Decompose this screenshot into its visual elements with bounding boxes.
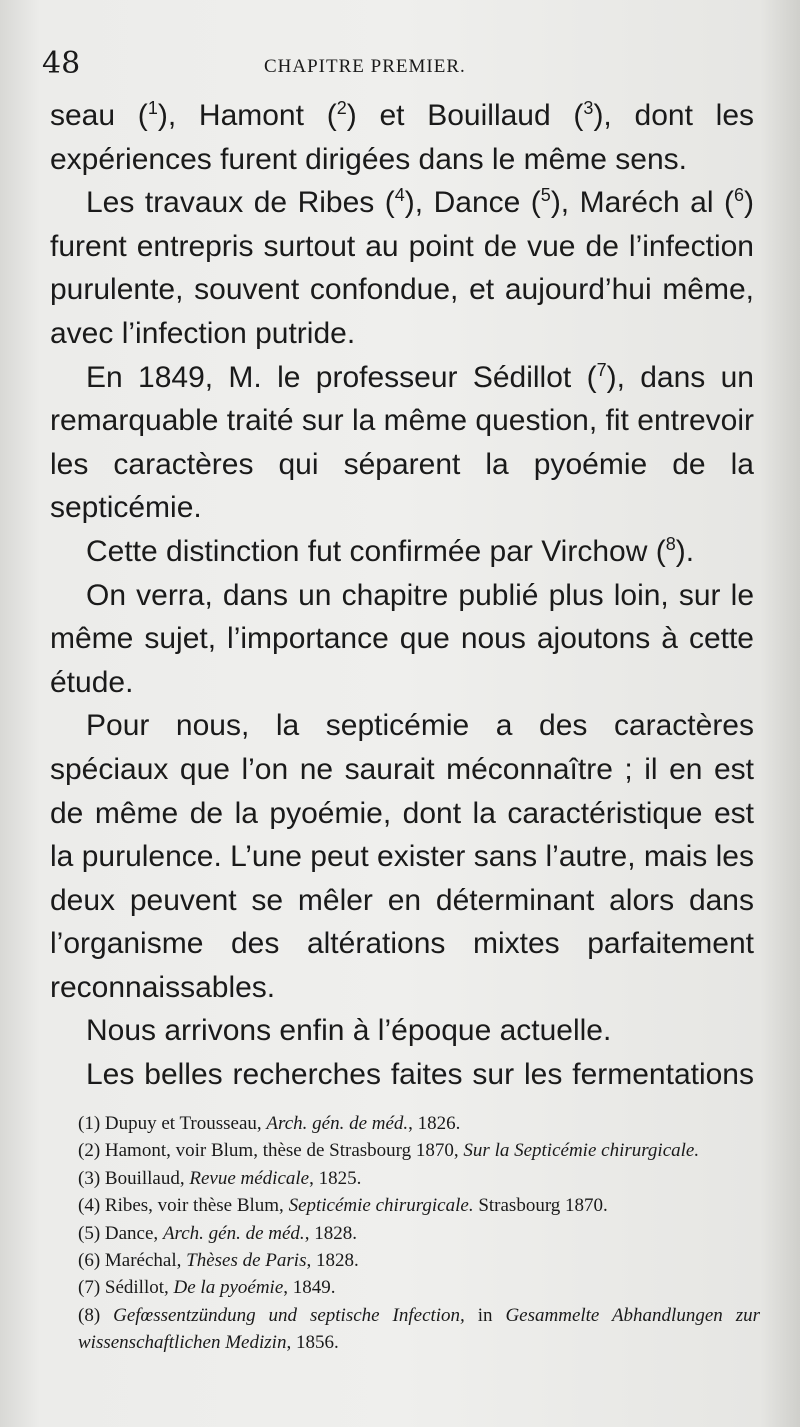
paragraph-2: Les travaux de Ribes ($^4$), Dance ($^5$), Maréch al ($^6$) furent entrepris surtout au point de vue de l’infection purulente, souvent confondue, et aujourd’hui même, avec l’infection putride. [50,185,754,350]
paragraph-4: Cette distinction fut confirmée par Virchow ($^8$). [86,533,695,568]
paragraph-7: Nous arrivons enfin à l’époque actuelle. [86,1014,612,1048]
paragraph-6: Pour nous, la septicémie a des caractères spéciaux que l’on ne saurait méconnaître ; il en est de même de la pyoémie, dont la caractéristique est la purulence. L’une peut exister sans l’autre, mais les deux peuvent se mêler en déterminant alors dans l’organisme des altérations mixtes parfaitement reconnaissables. [50,709,754,1004]
footnote-5: (5) Dance, Arch. gén. de méd., 1828. [78,1222,357,1244]
footnotes [78,1110,760,1357]
running-head: CHAPITRE PREMIER. [264,56,466,77]
paragraph-3: En 1849, M. le professeur Sédillot ($^7$), dans un remarquable traité sur la même question, fit entrevoir les caractères qui séparent la pyoémie de la septicémie. [50,359,754,525]
footnote-7: (7) Sédillot, De la pyoémie, 1849. [78,1277,336,1299]
paragraph-8: Les belles recherches faites sur les fermentations [86,1058,754,1092]
footnote-6: (6) Maréchal, Thèses de Paris, 1828. [78,1250,359,1272]
footnote-4: (4) Ribes, voir thèse Blum, Septicémie chirurgicale. Strasbourg 1870. [78,1195,608,1217]
footnote-8: (8) Gefœssentzündung und septische Infection, in Gesammelte Abhandlungen zur wissenschaftlichen Medizin, 1856. [78,1304,760,1354]
footnote-1: (1) Dupuy et Trousseau, Arch. gén. de méd., 1826. [78,1113,461,1134]
body-text [50,94,754,1097]
paragraph-5: On verra, dans un chapitre publié plus loin, sur le même sujet, l’importance que nous ajoutons à cette étude. [50,578,754,699]
footnote-3: (3) Bouillaud, Revue médicale, 1825. [78,1167,362,1189]
page-header [42,46,742,86]
page-number: 48 [42,46,81,81]
paragraph-1: seau ($^1$), Hamont ($^2$) et Bouillaud ($^3$), dont les expériences furent dirigées dans le même sens. [50,98,755,176]
footnote-2: (2) Hamont, voir Blum, thèse de Strasbourg 1870, Sur la Septicémie chirurgicale. [78,1140,700,1162]
